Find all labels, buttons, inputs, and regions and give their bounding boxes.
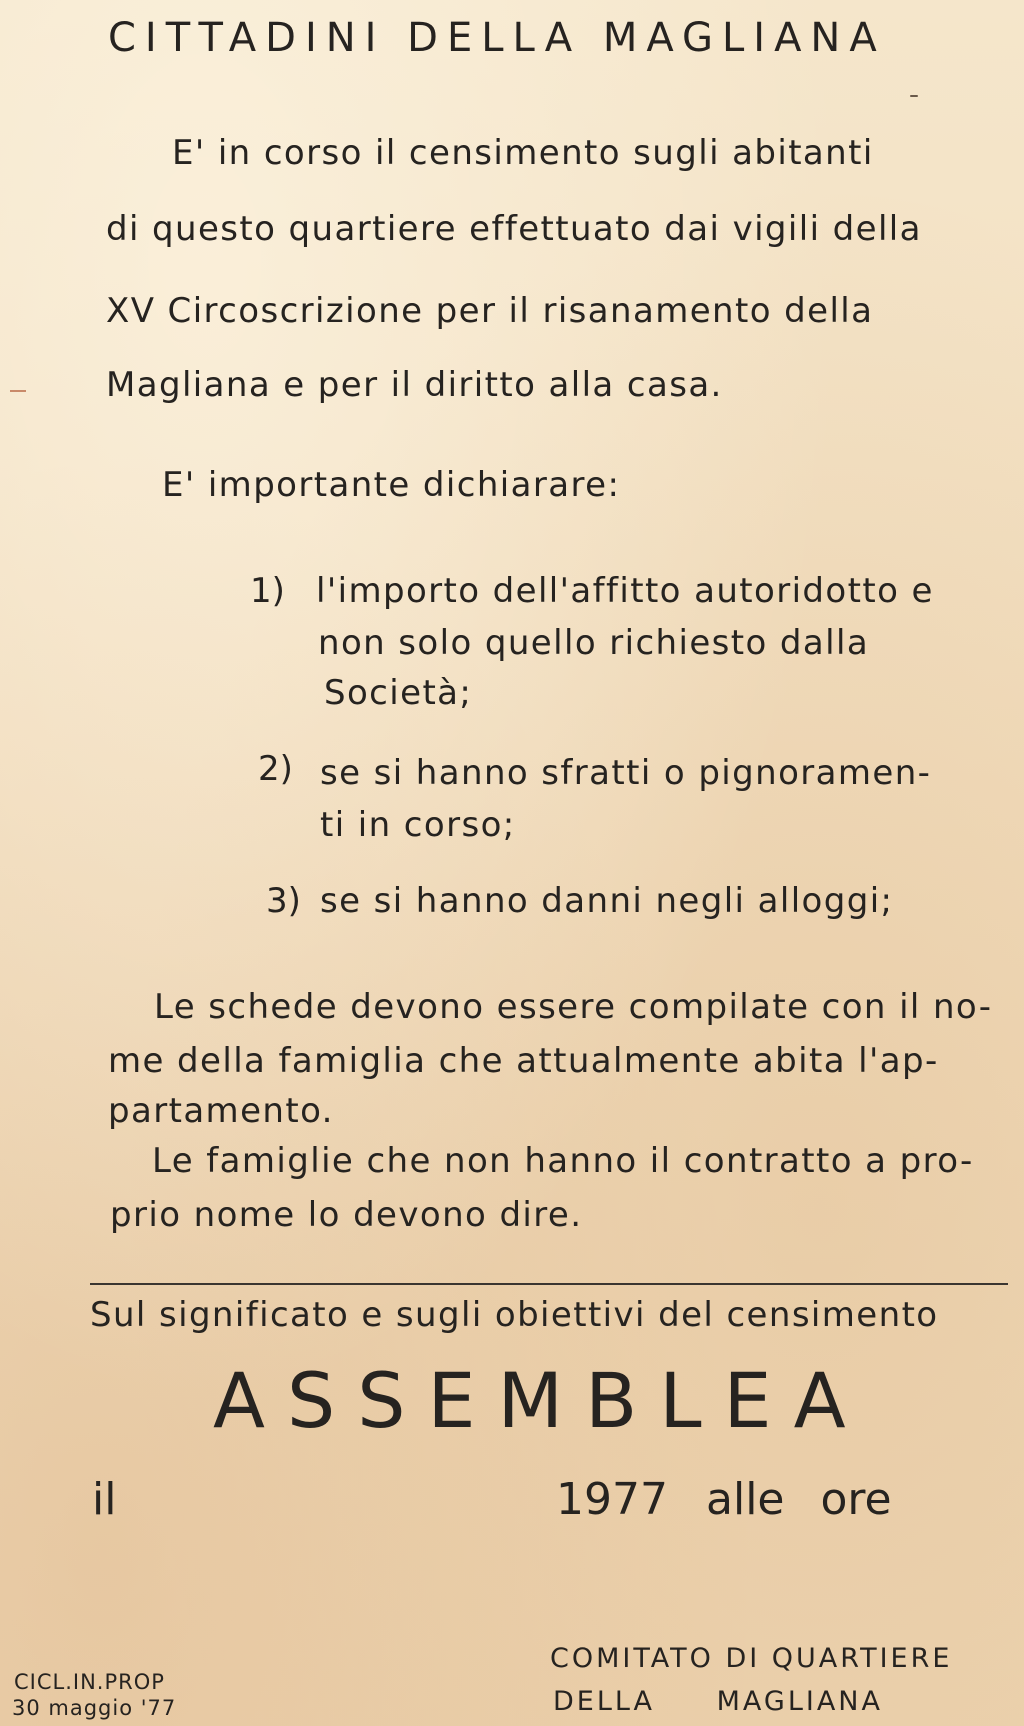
important-heading: E' importante dichiarare: [162,465,621,505]
intro-line: E' in corso il censimento sugli abitanti [172,133,874,173]
assembly-title: ASSEMBLEA [213,1356,868,1445]
ink-speck [910,95,918,97]
item-line: non solo quello richiesto dalla [318,623,870,663]
intro-line: XV Circoscrizione per il risanamento della [106,291,874,331]
intro-line: di questo quartiere effettuato dai vigili della [106,209,922,249]
assembly-year: 1977 [556,1474,668,1525]
item-line: l'importo dell'affitto autoridotto e [316,571,934,611]
item-line: se si hanno sfratti o pignoramen- [320,753,932,793]
assembly-date-prefix: il [92,1474,117,1525]
assembly-time-label: alle ore [706,1474,892,1525]
intro-line: Magliana e per il diritto alla casa. [106,365,723,405]
schede-line: me della famiglia che attualmente abita l'ap- [108,1041,939,1081]
document-title: CITTADINI DELLA MAGLIANA [108,15,886,61]
item-number: 3) [266,881,301,921]
assembly-intro: Sul significato e sugli obiettivi del censimento [90,1295,939,1335]
signature-line: COMITATO DI QUARTIERE [550,1643,953,1674]
margin-mark [10,390,26,392]
famiglie-line: prio nome lo devono dire. [110,1195,583,1235]
item-line: Società; [324,673,473,713]
signature-line: DELLA MAGLIANA [553,1686,883,1717]
item-number: 2) [258,749,293,789]
schede-line: Le schede devono essere compilate con il no- [154,987,993,1027]
item-line: ti in corso; [320,805,516,845]
print-stamp-line: 30 maggio '77 [12,1696,177,1720]
divider-line [90,1283,1008,1285]
item-line: se si hanno danni negli alloggi; [320,881,894,921]
print-stamp-line: CICL.IN.PROP [14,1670,165,1694]
famiglie-line: Le famiglie che non hanno il contratto a pro- [152,1141,974,1181]
schede-line: partamento. [108,1091,334,1131]
item-number: 1) [250,571,285,611]
